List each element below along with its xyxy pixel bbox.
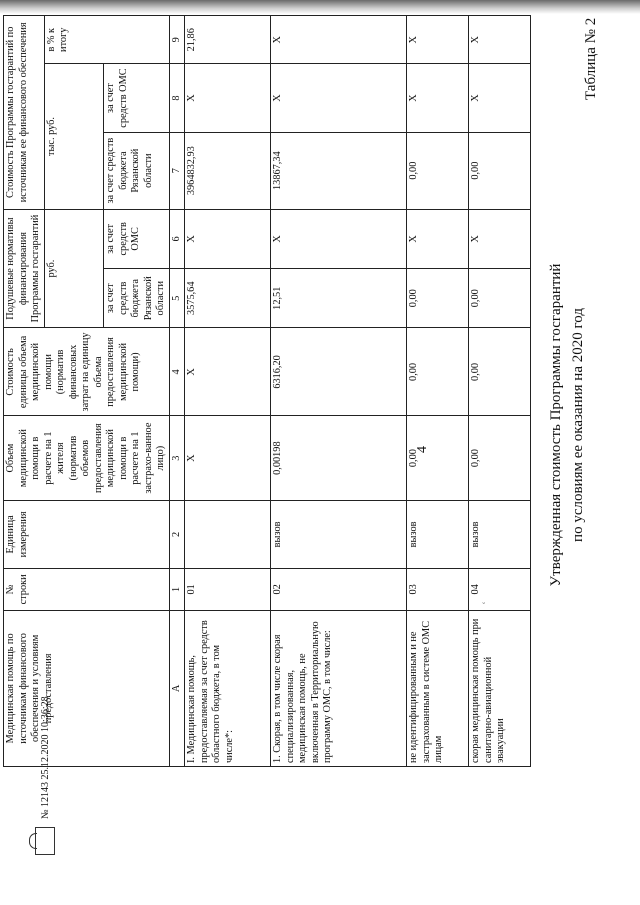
header-row-1 — [4, 16, 45, 767]
row-volume: X — [185, 416, 271, 500]
pen-mark-icon: ʿ — [480, 601, 494, 605]
table-row — [469, 16, 531, 767]
header-col-4: Стоимость единицы объема медицинской помощи (норматив финансовых затрат на единицу объема предоставления медицинской помощи) — [4, 328, 170, 416]
row-total-budget: 0,00 — [469, 132, 531, 209]
row-volume: 0,00 — [407, 416, 469, 500]
table-row — [185, 16, 271, 767]
index-cell: 7 — [169, 132, 185, 209]
row-line: 02 — [271, 569, 407, 611]
header-col-5: за счет средств бюджета Рязанской области — [104, 269, 170, 328]
row-name: не идентифицированным и не застрахованным в системе ОМС лицам — [407, 610, 469, 766]
header-col-9: в % к итогу — [44, 16, 169, 64]
index-cell: 9 — [169, 16, 185, 64]
header-cost-unit: тыс. руб. — [44, 64, 104, 209]
row-percent: 21,86 — [185, 16, 271, 64]
header-col-1: № строки — [4, 569, 170, 611]
index-cell: 2 — [169, 500, 185, 568]
row-name: скорая медицинская помощь при санитарно-авиационной эвакуации — [469, 610, 531, 766]
header-col-7: за счет средств бюджета Рязанской области — [104, 132, 170, 209]
row-total-oms: X — [407, 64, 469, 132]
row-total-oms: X — [469, 64, 531, 132]
header-group-norm: Подушевые нормативы финансирования Программы госгарантий — [4, 209, 45, 328]
row-total-oms: X — [271, 64, 407, 132]
row-total-budget: 0,00 — [407, 132, 469, 209]
row-norm-oms: X — [407, 209, 469, 268]
row-norm-budget: 3575,64 — [185, 269, 271, 328]
title-line-2: по условиям ее оказания на 2020 год — [570, 308, 586, 542]
row-percent: X — [271, 16, 407, 64]
header-col-6: за счет средств ОМС — [104, 209, 170, 268]
row-norm-oms: X — [271, 209, 407, 268]
registration-number: № 12143 25.12.2020 10:36:28 — [39, 696, 51, 819]
header-group-cost: Стоимость Программы гостарантий по источникам ее финансового обеспечения — [4, 16, 45, 210]
row-name: 1. Скорая, в том числе скорая специализированная, медицинская помощь, не включенная в Территориальную программу ОМС, в том числе: — [271, 610, 407, 766]
row-line: 01 — [185, 569, 271, 611]
row-unit — [185, 500, 271, 568]
index-cell: А — [169, 610, 185, 766]
row-cost: 0,00 — [469, 328, 531, 416]
row-unit: вызов — [271, 500, 407, 568]
row-line: 03 — [407, 569, 469, 611]
row-cost: X — [185, 328, 271, 416]
title-line-1: Утвержденная стоимость Программы госгарантий — [548, 263, 564, 587]
cost-table — [3, 15, 531, 767]
row-total-budget: 3964832,93 — [185, 132, 271, 209]
row-name: I. Медицинская помощь, предоставляемая за счет средств областного бюджета, в том числе*: — [185, 610, 271, 766]
index-cell: 8 — [169, 64, 185, 132]
row-line: 04 — [469, 569, 531, 611]
row-norm-budget: 12,51 — [271, 269, 407, 328]
row-norm-oms: X — [185, 209, 271, 268]
row-total-oms: X — [185, 64, 271, 132]
row-norm-oms: X — [469, 209, 531, 268]
index-cell: 5 — [169, 269, 185, 328]
registry-stamp-icon — [35, 827, 55, 855]
index-cell: 3 — [169, 416, 185, 500]
row-total-budget: 13867,34 — [271, 132, 407, 209]
document-title — [545, 170, 589, 680]
header-col-8: за счет средств ОМС — [104, 64, 170, 132]
row-percent: X — [407, 16, 469, 64]
header-col-3: Объем медицинской помощи в расчете на 1 жителя (норматив объемов предоставления медицинской помощи в расчете на 1 застрахо-ванное лицо) — [4, 416, 170, 500]
footer-stamp — [35, 696, 55, 855]
row-norm-budget: 0,00 — [407, 269, 469, 328]
index-cell: 4 — [169, 328, 185, 416]
table-label: Таблица № 2 — [583, 17, 599, 100]
page-number: 4 — [415, 446, 430, 453]
header-col-2: Единица измерения — [4, 500, 170, 568]
row-unit: вызов — [469, 500, 531, 568]
row-volume: 0,00 — [469, 416, 531, 500]
table-row — [407, 16, 469, 767]
row-percent: X — [469, 16, 531, 64]
row-unit: вызов — [407, 500, 469, 568]
row-volume: 0,00198 — [271, 416, 407, 500]
header-col-a: Медицинская помощь по источникам финансового обеспечения и условиям предоставления — [4, 610, 170, 766]
index-cell: 1 — [169, 569, 185, 611]
header-norm-unit: руб. — [44, 209, 104, 328]
row-cost: 0,00 — [407, 328, 469, 416]
index-row — [169, 16, 185, 767]
row-cost: 6316,20 — [271, 328, 407, 416]
index-cell: 6 — [169, 209, 185, 268]
table-row — [271, 16, 407, 767]
row-norm-budget: 0,00 — [469, 269, 531, 328]
